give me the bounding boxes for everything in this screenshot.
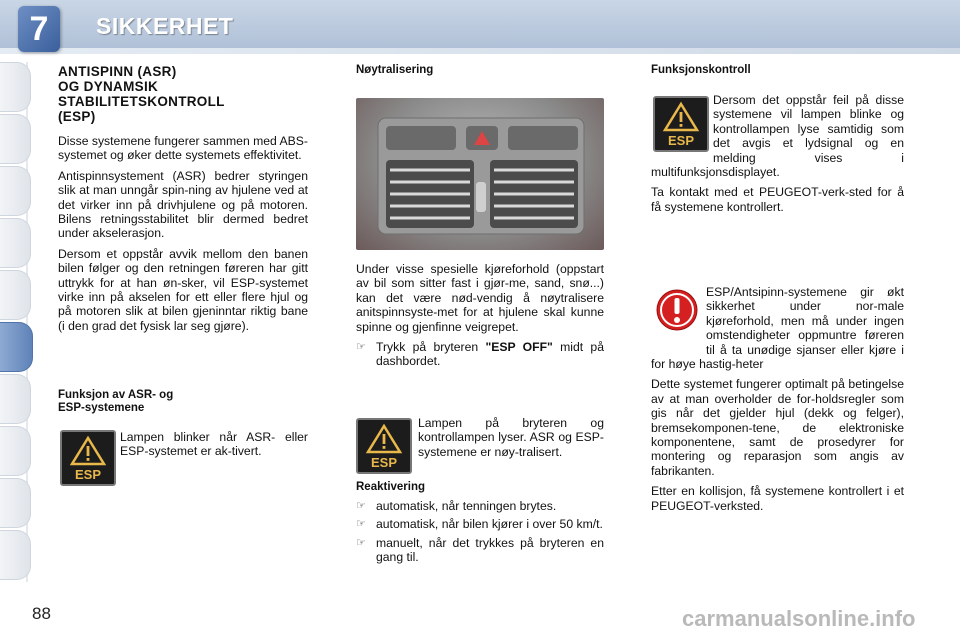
side-tab[interactable] <box>0 166 31 216</box>
list-item: ☞ automatisk, når bilen kjører i over 50 km/t. <box>356 517 603 532</box>
side-tab[interactable] <box>0 478 31 528</box>
side-tab[interactable] <box>0 530 31 580</box>
pointing-hand-icon: ☞ <box>356 518 366 531</box>
watermark: carmanualsonline.info <box>682 606 916 631</box>
paragraph: Etter en kollisjon, få systemene kontrollert i et PEUGEOT-verksted. <box>651 484 904 513</box>
side-tab[interactable] <box>0 62 31 112</box>
left-column <box>58 64 308 339</box>
pointing-hand-icon: ☞ <box>356 500 366 512</box>
sub-heading: Funksjonskontroll <box>651 64 751 76</box>
paragraph: Under visse spesielle kjøreforhold (oppstart av bil som sitter fast i gjør-me, sand, snø...) kan det være nød-vendig å nøytralisere anitspinnsyste-met for at hjulene skal kunne spinne og gjenfinne veigrepet. <box>356 262 604 334</box>
side-tab[interactable] <box>0 114 31 164</box>
section-heading: ANTISPINN (ASR) OG DYNAMSIK STABILITETSKONTROLL (ESP) <box>58 64 225 124</box>
paragraph: Dersom det oppstår feil på disse systemene vil lampen blinke og kontrollampen lyse samtidig som det avgis et lydsignal og en melding vises i multifunksjonsdisplayet. <box>651 93 904 180</box>
side-tab[interactable] <box>0 374 31 424</box>
esp-label: ESP <box>370 455 398 470</box>
right-function-text <box>651 93 904 220</box>
list-item: ☞ automatisk, når tenningen brytes. <box>356 499 557 513</box>
side-tab[interactable] <box>0 218 31 268</box>
pointing-hand-icon: ☞ <box>356 536 366 549</box>
page-number: 88 <box>32 604 51 623</box>
paragraph: Lampen blinker når ASR- eller ESP-systemet er ak-tivert. <box>120 430 308 459</box>
reactivation-block <box>356 481 604 569</box>
list-item: ☞ manuelt, når det trykkes på bryteren en gang til. <box>356 535 604 565</box>
paragraph: Disse systemene fungerer sammen med ABS-systemet og øker dette systemets effektivitet. <box>58 134 308 163</box>
pointing-hand-icon: ☞ <box>356 341 366 354</box>
middle-column <box>356 262 604 373</box>
instruction-bullet: ☞ Trykk på bryteren "ESP OFF" midt på dashbordet. <box>356 340 604 369</box>
chapter-title: SIKKERHET <box>96 13 234 39</box>
sub-heading: Reaktivering <box>356 481 426 493</box>
chapter-number-tab: 7 <box>18 6 60 52</box>
esp-off-label: "ESP OFF" <box>485 340 553 355</box>
sub-heading: Nøytralisering <box>356 64 434 76</box>
middle-icon-text-block <box>418 416 604 465</box>
esp-label: ESP <box>74 467 102 482</box>
paragraph: Dersom et oppstår avvik mellom den banen bilen følger og den retningen føreren har gitt uttrykk for at han øn-sker, vil ESP-systemet virke inn på akselen for ett eller flere hjul og på motoren slik at bilen gjeninntar riktig bane (i den grad det fysisk lar seg gjøre). <box>58 246 308 333</box>
left-icon-text-block <box>120 430 308 465</box>
side-tab-active[interactable] <box>0 322 33 372</box>
dashboard-switch-photo <box>356 98 604 250</box>
right-warning-text <box>651 285 904 519</box>
paragraph: Ta kontakt med et PEUGEOT-verk-sted for å få systemene kontrollert. <box>651 185 904 214</box>
sub-heading: Funksjon av ASR- og ESP-systemene <box>58 389 174 414</box>
paragraph: Antispinnsystement (ASR) bedrer styringen slik at man unngår spin-ning av hjulene ved at det virker inn på drivhjulene og på motoren. Bilens retningsstabilitet blir dermed bedret under akselerasjon. <box>58 168 308 241</box>
esp-label: ESP <box>667 133 695 148</box>
side-tab[interactable] <box>0 270 31 320</box>
esp-warning-lamp-icon <box>60 430 116 486</box>
paragraph: Lampen på bryteren og kontrollampen lyser. ASR og ESP-systemene er nøy-tralisert. <box>418 416 604 459</box>
esp-warning-lamp-icon <box>356 418 412 474</box>
paragraph: Dette systemet fungerer optimalt på betingelse av at man overholder de for-holdsregler som gis når det gjelder hjul (dekk og felger), bremsekomponen-tene, de elektroniske komponentene, samt de prosedyrer for montering og reparasjon som angis av fabrikanten. <box>651 377 904 478</box>
paragraph: ESP/Antsipinn-systemene gir økt sikkerhet under nor-male kjøreforhold, men må under ingen omstendigheter oppmuntre føreren til å ta unødige sjanser eller kjøre i for høye hastig-heter <box>651 285 904 372</box>
side-tab[interactable] <box>0 426 31 476</box>
